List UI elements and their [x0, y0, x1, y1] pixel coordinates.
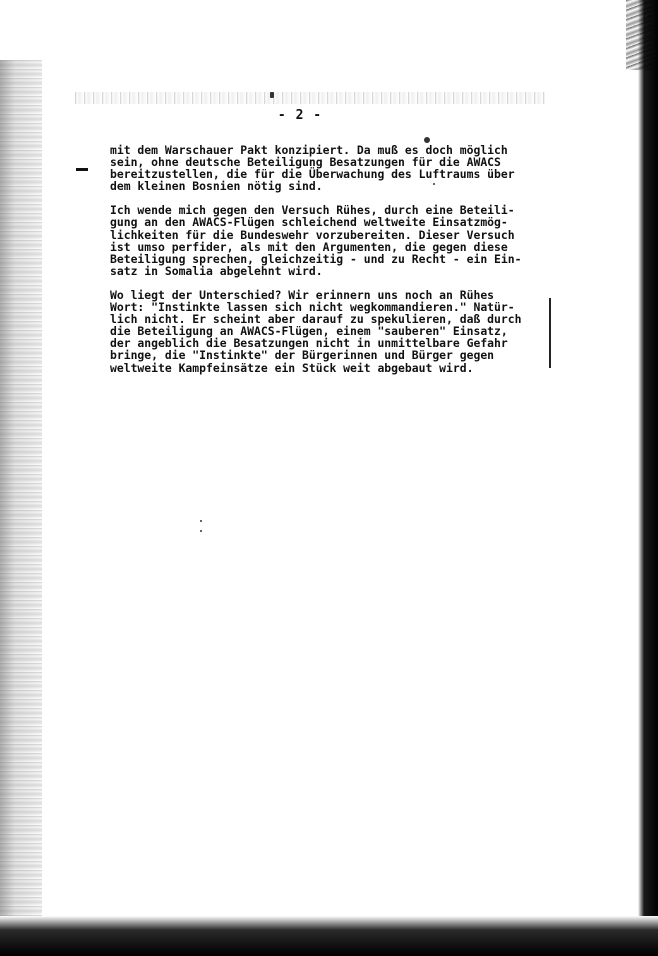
margin-mark [76, 168, 88, 171]
paragraph-3 [110, 289, 560, 374]
scan-left-edge [0, 60, 42, 920]
text-line: dem kleinen Bosnien nötig sind. [110, 179, 323, 194]
text-line: ist umso perfider, als mit den Argumenten, die gegen diese [110, 239, 508, 254]
text-line: lich nicht. Er scheint aber darauf zu spekulieren, daß durch [110, 312, 522, 327]
scan-speck [200, 530, 202, 532]
text-line: satz in Somalia abgelehnt wird. [110, 263, 323, 278]
text-line: Beteiligung sprechen, gleichzeitig - und zu Recht - ein Ein- [110, 251, 522, 266]
scan-speck [200, 520, 202, 522]
document-body [110, 144, 560, 386]
scan-speck [270, 92, 274, 98]
text-line: gung an den AWACS-Flügen schleichend weltweite Einsatzmög- [110, 215, 508, 230]
text-line: Wort: "Instinkte lassen sich nicht wegkommandieren." Natür- [110, 300, 515, 315]
text-line: mit dem Warschauer Pakt konzipiert. Da muß es doch möglich [110, 143, 508, 157]
text-line: bringe, die "Instinkte" der Bürgerinnen und Bürger gegen [110, 348, 495, 363]
text-line: lichkeiten für die Bundeswehr vorzubereiten. Dieser Versuch [110, 227, 515, 242]
scan-bottom-edge [0, 916, 658, 956]
text-line: Ich wende mich gegen den Versuch Rühes, durch eine Beteili- [110, 203, 515, 218]
text-line: Wo liegt der Unterschied? Wir erinnern uns noch an Rühes [110, 287, 495, 302]
text-line: die Beteiligung an AWACS-Flügen, einem "sauberen" Einsatz, [110, 324, 508, 339]
header-scan-noise [75, 92, 545, 104]
text-line: der angeblich die Besatzungen nicht in unmittelbare Gefahr [110, 336, 508, 351]
paragraph-2 [110, 204, 560, 277]
text-line: bereitzustellen, die für die Überwachung des Luftraums über [110, 167, 515, 182]
paragraph-1 [110, 144, 560, 192]
scan-right-edge [638, 0, 658, 956]
text-line: weltweite Kampfeinsätze ein Stück weit abgebaut wird. [110, 360, 474, 375]
scan-right-edge-artifact [626, 0, 652, 70]
text-line: sein, ohne deutsche Beteiligung Besatzungen für die AWACS [110, 155, 501, 170]
page-number: - 2 - [277, 108, 323, 123]
